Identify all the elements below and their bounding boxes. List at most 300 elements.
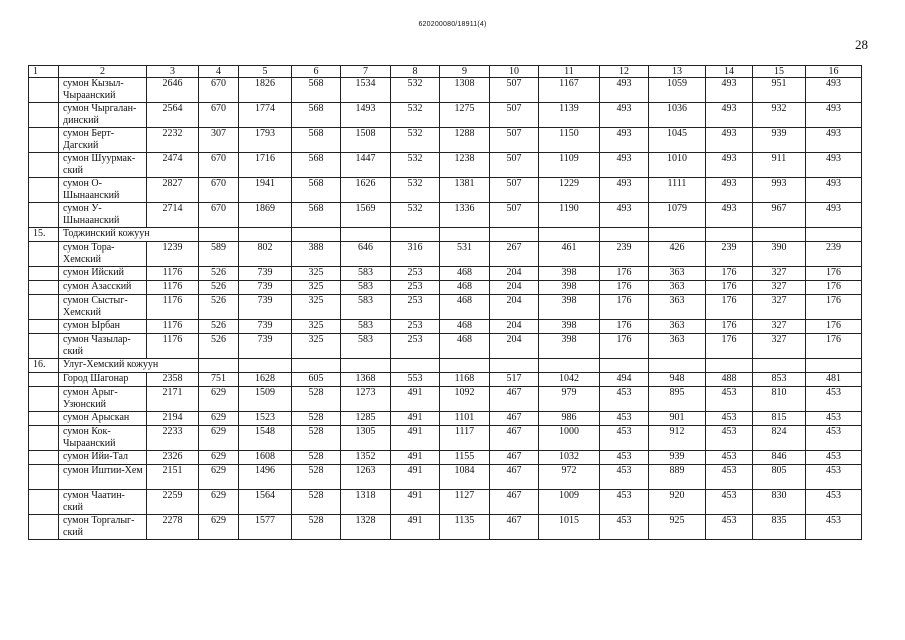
value-cell: 363	[649, 295, 706, 320]
value-cell: 589	[199, 242, 239, 267]
value-cell: 453	[806, 426, 862, 451]
value-cell: 453	[706, 465, 753, 490]
section-title: Тоджинский кожуун	[59, 228, 199, 242]
value-cell: 491	[391, 490, 440, 515]
empty-cell	[391, 359, 440, 373]
value-cell: 1176	[147, 267, 199, 281]
value-cell: 204	[490, 320, 539, 334]
empty-cell	[341, 359, 391, 373]
value-cell: 517	[490, 373, 539, 387]
value-cell: 493	[806, 128, 862, 153]
value-cell: 327	[753, 320, 806, 334]
value-cell: 493	[806, 78, 862, 103]
value-cell: 491	[391, 387, 440, 412]
value-cell: 507	[490, 178, 539, 203]
value-cell: 532	[391, 128, 440, 153]
value-cell: 1508	[341, 128, 391, 153]
value-cell: 912	[649, 426, 706, 451]
value-cell: 493	[600, 128, 649, 153]
value-cell: 1496	[239, 465, 292, 490]
value-cell: 532	[391, 203, 440, 228]
value-cell: 1101	[440, 412, 490, 426]
value-cell: 2358	[147, 373, 199, 387]
value-cell: 468	[440, 267, 490, 281]
value-cell: 1826	[239, 78, 292, 103]
value-cell: 532	[391, 78, 440, 103]
value-cell: 325	[292, 281, 341, 295]
value-cell: 1059	[649, 78, 706, 103]
row-index	[29, 242, 59, 267]
value-cell: 526	[199, 267, 239, 281]
value-cell: 390	[753, 242, 806, 267]
value-cell: 453	[600, 515, 649, 540]
row-index	[29, 281, 59, 295]
value-cell: 1092	[440, 387, 490, 412]
empty-cell	[706, 359, 753, 373]
value-cell: 1941	[239, 178, 292, 203]
value-cell: 1117	[440, 426, 490, 451]
value-cell: 901	[649, 412, 706, 426]
column-number-cell: 4	[199, 66, 239, 78]
value-cell: 507	[490, 103, 539, 128]
empty-cell	[600, 359, 649, 373]
value-cell: 453	[600, 451, 649, 465]
value-cell: 739	[239, 281, 292, 295]
column-number-row	[29, 66, 862, 78]
settlement-name: сумон Арыскан	[59, 412, 147, 426]
empty-cell	[806, 228, 862, 242]
value-cell: 2232	[147, 128, 199, 153]
value-cell: 307	[199, 128, 239, 153]
value-cell: 670	[199, 178, 239, 203]
value-cell: 467	[490, 387, 539, 412]
value-cell: 253	[391, 334, 440, 359]
value-cell: 1534	[341, 78, 391, 103]
value-cell: 1168	[440, 373, 490, 387]
value-cell: 176	[706, 334, 753, 359]
value-cell: 363	[649, 281, 706, 295]
value-cell: 1305	[341, 426, 391, 451]
value-cell: 1000	[539, 426, 600, 451]
table-row	[29, 320, 862, 334]
value-cell: 1176	[147, 334, 199, 359]
settlement-name: сумон Кок-Чыраанский	[59, 426, 147, 451]
value-cell: 739	[239, 320, 292, 334]
value-cell: 453	[806, 515, 862, 540]
value-cell: 453	[806, 465, 862, 490]
value-cell: 176	[600, 267, 649, 281]
value-cell: 583	[341, 295, 391, 320]
column-number-cell: 3	[147, 66, 199, 78]
value-cell: 986	[539, 412, 600, 426]
value-cell: 739	[239, 295, 292, 320]
row-index	[29, 451, 59, 465]
value-cell: 493	[706, 203, 753, 228]
empty-cell	[490, 228, 539, 242]
value-cell: 1774	[239, 103, 292, 128]
column-number-cell: 11	[539, 66, 600, 78]
value-cell: 253	[391, 267, 440, 281]
value-cell: 583	[341, 267, 391, 281]
value-cell: 468	[440, 320, 490, 334]
value-cell: 491	[391, 426, 440, 451]
column-number-cell: 16	[806, 66, 862, 78]
empty-cell	[600, 228, 649, 242]
value-cell: 493	[806, 103, 862, 128]
value-cell: 568	[292, 153, 341, 178]
value-cell: 239	[600, 242, 649, 267]
row-index	[29, 465, 59, 490]
value-cell: 426	[649, 242, 706, 267]
empty-cell	[539, 228, 600, 242]
value-cell: 853	[753, 373, 806, 387]
value-cell: 453	[706, 412, 753, 426]
value-cell: 1036	[649, 103, 706, 128]
value-cell: 327	[753, 334, 806, 359]
value-cell: 453	[706, 387, 753, 412]
section-title: Улуг-Хемский кожуун	[59, 359, 199, 373]
value-cell: 176	[706, 295, 753, 320]
empty-cell	[239, 228, 292, 242]
value-cell: 453	[706, 426, 753, 451]
value-cell: 528	[292, 412, 341, 426]
value-cell: 1285	[341, 412, 391, 426]
empty-cell	[292, 359, 341, 373]
value-cell: 824	[753, 426, 806, 451]
table-row	[29, 178, 862, 203]
column-number-cell: 2	[59, 66, 147, 78]
value-cell: 920	[649, 490, 706, 515]
settlement-name: сумон Арыг-Узюнский	[59, 387, 147, 412]
value-cell: 939	[649, 451, 706, 465]
empty-cell	[440, 359, 490, 373]
empty-cell	[649, 359, 706, 373]
value-cell: 951	[753, 78, 806, 103]
value-cell: 239	[706, 242, 753, 267]
value-cell: 1010	[649, 153, 706, 178]
row-index	[29, 373, 59, 387]
row-index	[29, 426, 59, 451]
value-cell: 2564	[147, 103, 199, 128]
value-cell: 253	[391, 281, 440, 295]
value-cell: 526	[199, 334, 239, 359]
value-cell: 751	[199, 373, 239, 387]
value-cell: 325	[292, 320, 341, 334]
value-cell: 1139	[539, 103, 600, 128]
table-row	[29, 451, 862, 465]
value-cell: 467	[490, 426, 539, 451]
value-cell: 1288	[440, 128, 490, 153]
value-cell: 493	[600, 103, 649, 128]
table-row	[29, 490, 862, 515]
value-cell: 1015	[539, 515, 600, 540]
value-cell: 948	[649, 373, 706, 387]
value-cell: 468	[440, 295, 490, 320]
row-index	[29, 178, 59, 203]
value-cell: 507	[490, 128, 539, 153]
value-cell: 605	[292, 373, 341, 387]
value-cell: 239	[806, 242, 862, 267]
value-cell: 925	[649, 515, 706, 540]
column-number-cell: 10	[490, 66, 539, 78]
empty-cell	[753, 228, 806, 242]
value-cell: 493	[706, 128, 753, 153]
value-cell: 204	[490, 334, 539, 359]
value-cell: 526	[199, 295, 239, 320]
value-cell: 493	[806, 153, 862, 178]
settlement-name: сумон Ийи-Тал	[59, 451, 147, 465]
value-cell: 526	[199, 320, 239, 334]
value-cell: 176	[806, 320, 862, 334]
value-cell: 453	[806, 451, 862, 465]
value-cell: 493	[600, 78, 649, 103]
value-cell: 491	[391, 451, 440, 465]
value-cell: 629	[199, 515, 239, 540]
value-cell: 453	[706, 451, 753, 465]
value-cell: 1447	[341, 153, 391, 178]
value-cell: 629	[199, 412, 239, 426]
value-cell: 507	[490, 153, 539, 178]
value-cell: 253	[391, 320, 440, 334]
settlement-name: сумон Чыргалан-динский	[59, 103, 147, 128]
row-index	[29, 103, 59, 128]
value-cell: 830	[753, 490, 806, 515]
value-cell: 939	[753, 128, 806, 153]
value-cell: 398	[539, 320, 600, 334]
value-cell: 467	[490, 490, 539, 515]
table-row	[29, 78, 862, 103]
document-code: 620200080/18911(4)	[418, 21, 487, 28]
value-cell: 1569	[341, 203, 391, 228]
value-cell: 493	[600, 203, 649, 228]
empty-cell	[753, 359, 806, 373]
value-cell: 2474	[147, 153, 199, 178]
value-cell: 204	[490, 295, 539, 320]
value-cell: 316	[391, 242, 440, 267]
table-row	[29, 373, 862, 387]
table-row	[29, 267, 862, 281]
section-index: 16.	[29, 359, 59, 373]
row-index	[29, 267, 59, 281]
empty-cell	[490, 359, 539, 373]
value-cell: 2278	[147, 515, 199, 540]
value-cell: 1381	[440, 178, 490, 203]
value-cell: 453	[600, 465, 649, 490]
value-cell: 1548	[239, 426, 292, 451]
section-row	[29, 359, 862, 373]
value-cell: 1793	[239, 128, 292, 153]
value-cell: 2326	[147, 451, 199, 465]
value-cell: 453	[706, 515, 753, 540]
value-cell: 1229	[539, 178, 600, 203]
value-cell: 532	[391, 103, 440, 128]
value-cell: 327	[753, 281, 806, 295]
value-cell: 176	[600, 281, 649, 295]
value-cell: 453	[806, 412, 862, 426]
value-cell: 1626	[341, 178, 391, 203]
value-cell: 1150	[539, 128, 600, 153]
value-cell: 1032	[539, 451, 600, 465]
value-cell: 1273	[341, 387, 391, 412]
settlement-name: сумон Тора-Хемский	[59, 242, 147, 267]
empty-cell	[539, 359, 600, 373]
settlement-name: сумон Кызыл-Чыраанский	[59, 78, 147, 103]
value-cell: 670	[199, 78, 239, 103]
value-cell: 1176	[147, 281, 199, 295]
column-number-cell: 8	[391, 66, 440, 78]
value-cell: 453	[806, 490, 862, 515]
value-cell: 1176	[147, 295, 199, 320]
value-cell: 204	[490, 281, 539, 295]
value-cell: 583	[341, 320, 391, 334]
value-cell: 646	[341, 242, 391, 267]
value-cell: 467	[490, 451, 539, 465]
value-cell: 1167	[539, 78, 600, 103]
value-cell: 568	[292, 128, 341, 153]
page-number: 28	[855, 37, 868, 52]
value-cell: 993	[753, 178, 806, 203]
row-index	[29, 490, 59, 515]
value-cell: 491	[391, 515, 440, 540]
value-cell: 1493	[341, 103, 391, 128]
value-cell: 2714	[147, 203, 199, 228]
value-cell: 528	[292, 490, 341, 515]
value-cell: 805	[753, 465, 806, 490]
value-cell: 739	[239, 334, 292, 359]
value-cell: 532	[391, 178, 440, 203]
value-cell: 325	[292, 267, 341, 281]
value-cell: 1127	[440, 490, 490, 515]
value-cell: 810	[753, 387, 806, 412]
value-cell: 325	[292, 295, 341, 320]
settlement-name: сумон Азасский	[59, 281, 147, 295]
value-cell: 491	[391, 465, 440, 490]
column-number-cell: 12	[600, 66, 649, 78]
value-cell: 493	[706, 103, 753, 128]
value-cell: 267	[490, 242, 539, 267]
value-cell: 363	[649, 320, 706, 334]
column-number-cell: 15	[753, 66, 806, 78]
column-number-cell: 7	[341, 66, 391, 78]
value-cell: 1111	[649, 178, 706, 203]
value-cell: 1275	[440, 103, 490, 128]
value-cell: 176	[806, 334, 862, 359]
value-cell: 1239	[147, 242, 199, 267]
column-number-cell: 13	[649, 66, 706, 78]
empty-cell	[199, 359, 239, 373]
value-cell: 583	[341, 334, 391, 359]
value-cell: 327	[753, 295, 806, 320]
value-cell: 846	[753, 451, 806, 465]
value-cell: 1628	[239, 373, 292, 387]
empty-cell	[391, 228, 440, 242]
column-number-cell: 1	[29, 66, 59, 78]
value-cell: 568	[292, 178, 341, 203]
value-cell: 453	[706, 490, 753, 515]
table-row	[29, 103, 862, 128]
settlement-name: сумон Иштии-Хем	[59, 465, 147, 490]
value-cell: 468	[440, 334, 490, 359]
settlement-name: сумон Чаатин-ский	[59, 490, 147, 515]
value-cell: 388	[292, 242, 341, 267]
column-number-cell: 9	[440, 66, 490, 78]
value-cell: 453	[600, 412, 649, 426]
value-cell: 176	[806, 295, 862, 320]
value-cell: 1509	[239, 387, 292, 412]
value-cell: 1238	[440, 153, 490, 178]
value-cell: 1869	[239, 203, 292, 228]
row-index	[29, 515, 59, 540]
column-number-cell: 6	[292, 66, 341, 78]
value-cell: 481	[806, 373, 862, 387]
empty-cell	[649, 228, 706, 242]
value-cell: 461	[539, 242, 600, 267]
value-cell: 972	[539, 465, 600, 490]
value-cell: 932	[753, 103, 806, 128]
value-cell: 363	[649, 267, 706, 281]
table-row	[29, 412, 862, 426]
value-cell: 1564	[239, 490, 292, 515]
row-index	[29, 320, 59, 334]
value-cell: 1009	[539, 490, 600, 515]
settlement-name: сумон Сыстыг-Хемский	[59, 295, 147, 320]
section-index: 15.	[29, 228, 59, 242]
value-cell: 468	[440, 281, 490, 295]
value-cell: 629	[199, 465, 239, 490]
value-cell: 1523	[239, 412, 292, 426]
value-cell: 835	[753, 515, 806, 540]
value-cell: 1042	[539, 373, 600, 387]
table-row	[29, 426, 862, 451]
empty-cell	[292, 228, 341, 242]
value-cell: 583	[341, 281, 391, 295]
value-cell: 176	[600, 295, 649, 320]
value-cell: 1368	[341, 373, 391, 387]
value-cell: 528	[292, 426, 341, 451]
value-cell: 176	[600, 320, 649, 334]
value-cell: 670	[199, 203, 239, 228]
value-cell: 176	[706, 320, 753, 334]
value-cell: 1045	[649, 128, 706, 153]
table-row	[29, 281, 862, 295]
value-cell: 453	[600, 426, 649, 451]
value-cell: 1263	[341, 465, 391, 490]
table-row	[29, 128, 862, 153]
value-cell: 1155	[440, 451, 490, 465]
value-cell: 670	[199, 103, 239, 128]
value-cell: 453	[600, 387, 649, 412]
value-cell: 526	[199, 281, 239, 295]
value-cell: 398	[539, 267, 600, 281]
empty-cell	[239, 359, 292, 373]
value-cell: 967	[753, 203, 806, 228]
value-cell: 1608	[239, 451, 292, 465]
column-number-cell: 14	[706, 66, 753, 78]
table-row	[29, 295, 862, 320]
value-cell: 204	[490, 267, 539, 281]
value-cell: 493	[706, 153, 753, 178]
value-cell: 568	[292, 103, 341, 128]
value-cell: 327	[753, 267, 806, 281]
value-cell: 1079	[649, 203, 706, 228]
value-cell: 1336	[440, 203, 490, 228]
value-cell: 911	[753, 153, 806, 178]
value-cell: 491	[391, 412, 440, 426]
value-cell: 2259	[147, 490, 199, 515]
value-cell: 1328	[341, 515, 391, 540]
value-cell: 325	[292, 334, 341, 359]
value-cell: 493	[706, 78, 753, 103]
